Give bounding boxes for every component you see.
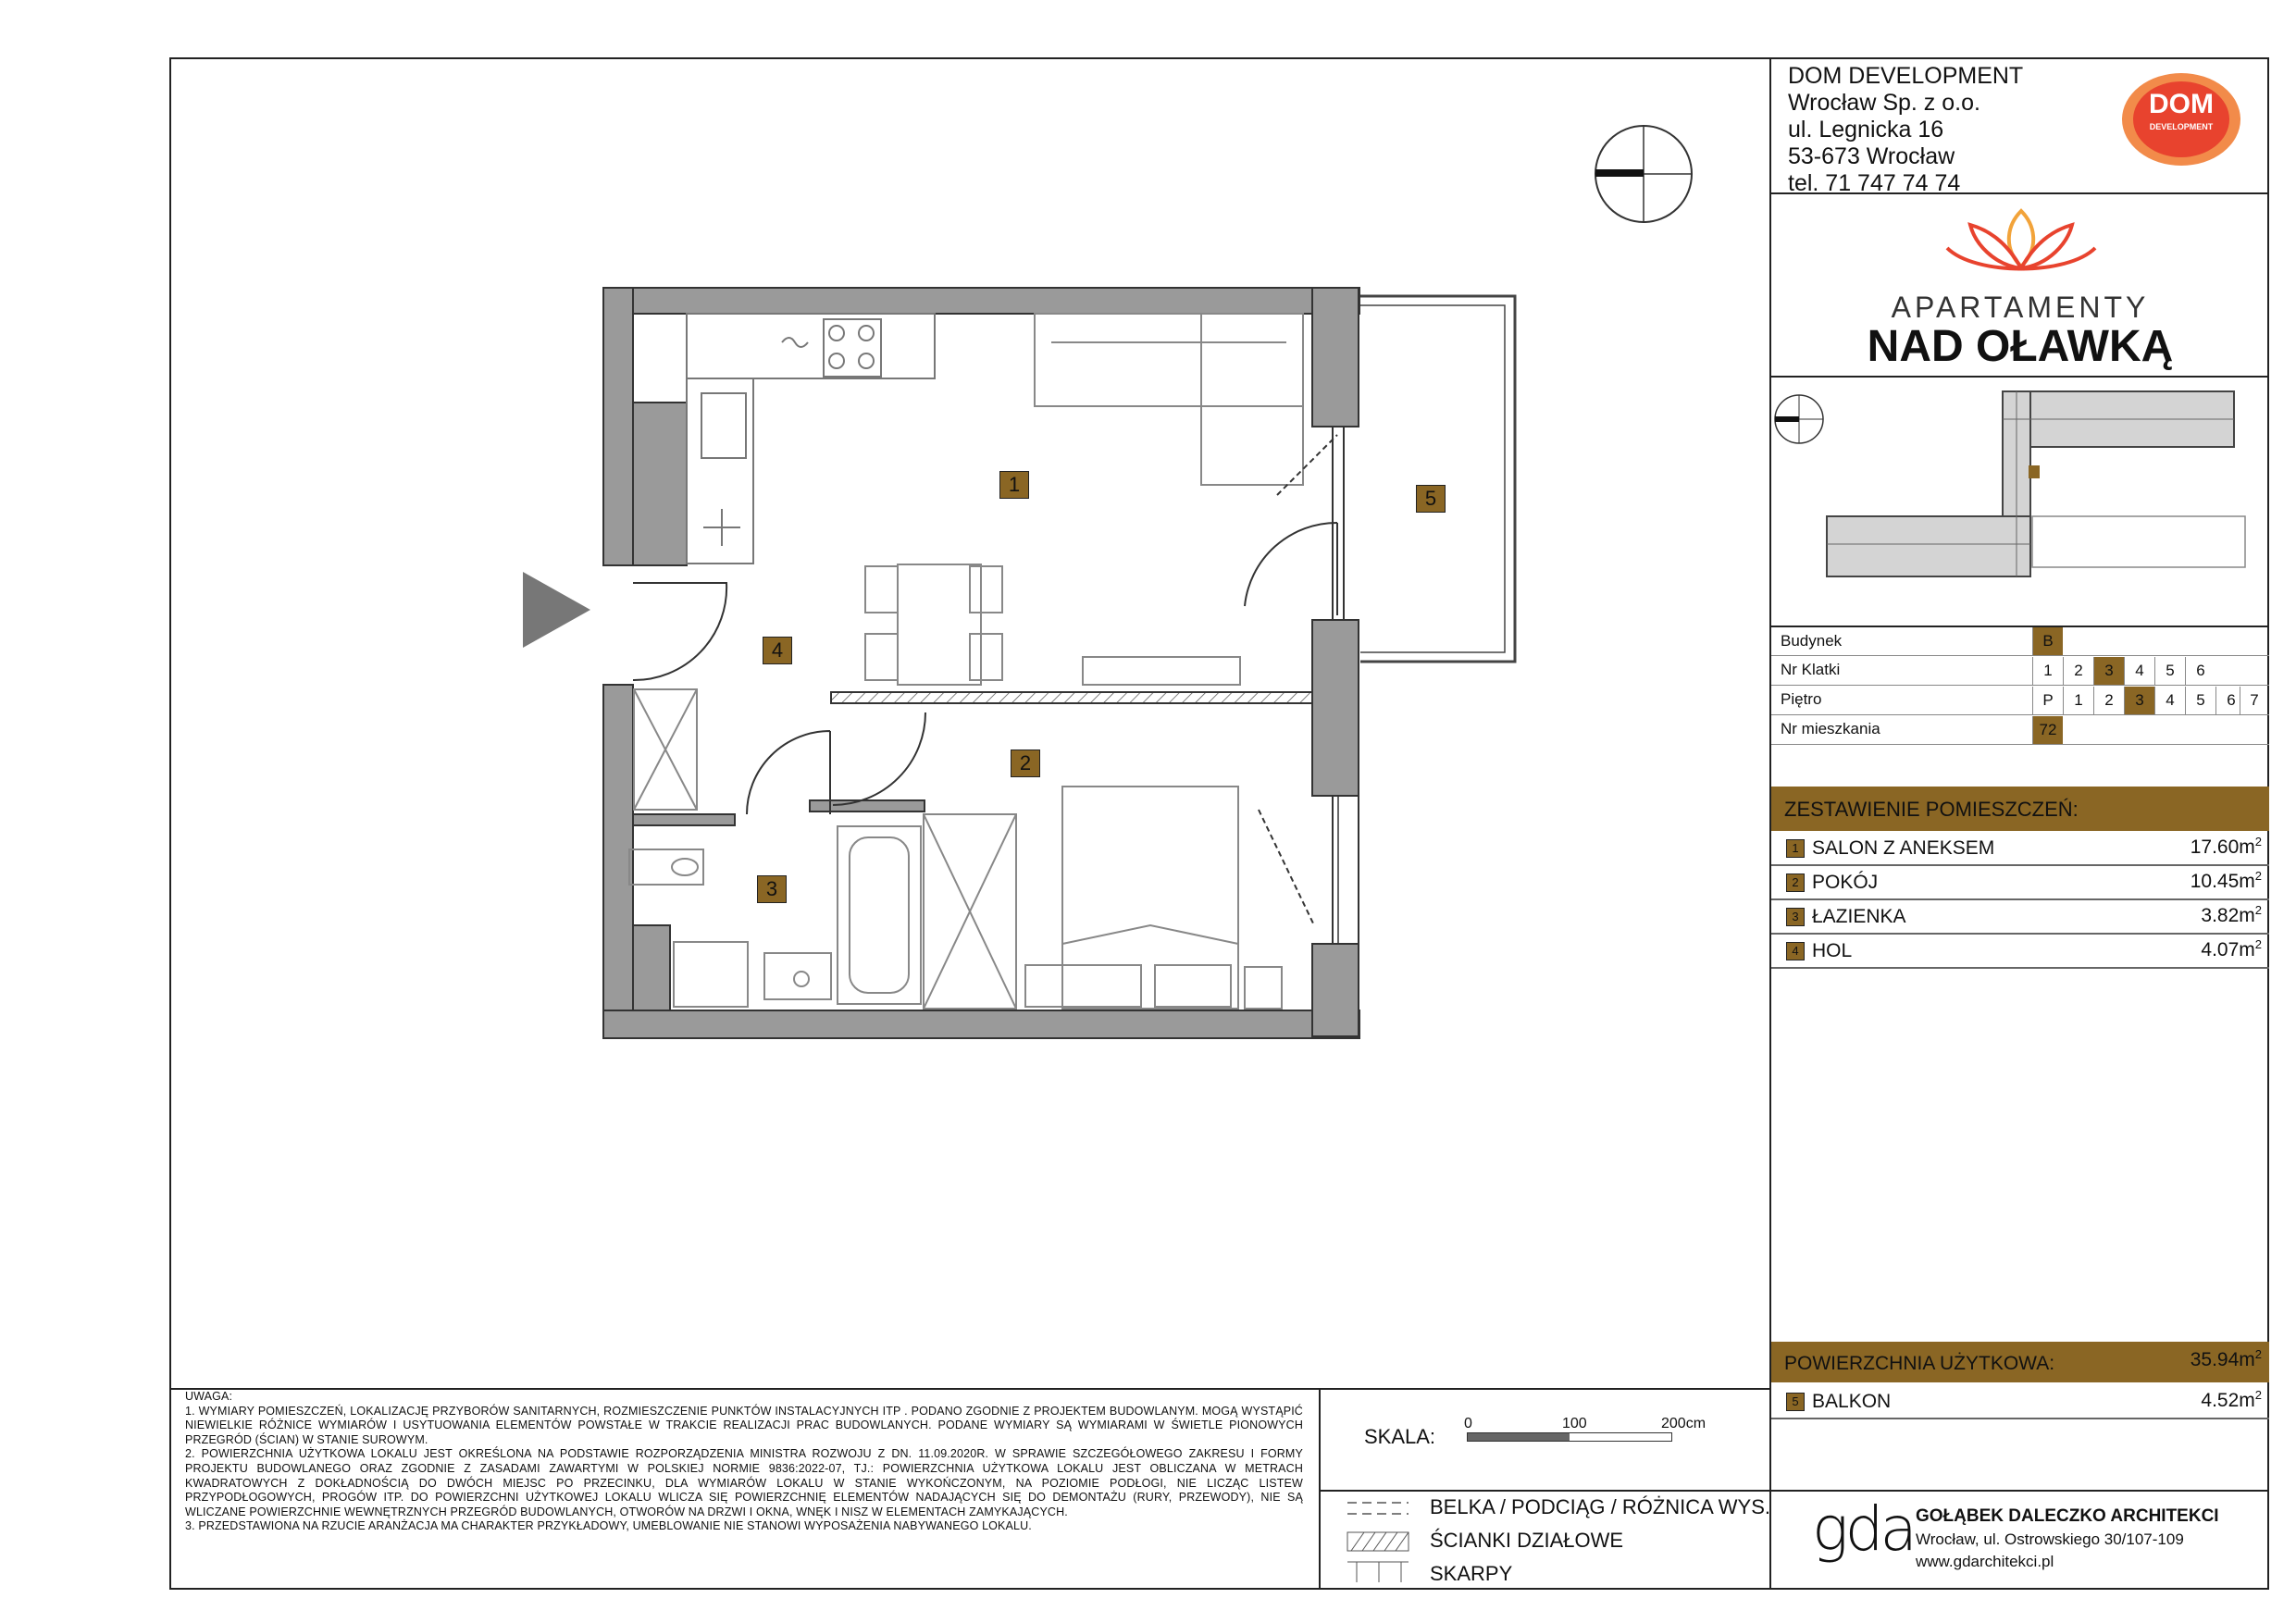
bed [1025,787,1282,1009]
architect-web: www.gdarchitekci.pl [1916,1553,2054,1570]
pietro-cell-selected: 3 [2124,687,2154,714]
architect-name: GOŁĄBEK DALECZKO ARCHITEKCI [1916,1506,2219,1526]
klatka-cell: 2 [2063,657,2093,685]
room-area: $4.52m^2$ [2201,1388,2262,1411]
architect-address: Wrocław, ul. Ostrowskiego 30/107-109 [1916,1530,2184,1548]
room-num: 4 [1786,942,1805,960]
entrance-arrow-icon [523,572,590,648]
room-row [1771,899,2269,935]
pietro-cell: P [2032,687,2063,714]
developer-line: tel. 71 747 74 74 [1788,170,1961,196]
room-row [1771,831,2269,866]
scale-label: SKALA: [1364,1425,1436,1448]
project-name-line2: NAD OŁAWKĄ [1867,322,2174,371]
plan-label-2: 2 [1011,750,1040,777]
dom-logo [2116,68,2246,170]
klatka-label: Nr Klatki [1781,661,1841,678]
gda-logo: gda [1812,1493,1914,1565]
plan-label-5: 5 [1416,485,1446,513]
legend-divider [1319,1490,1769,1492]
pietro-cell: 7 [2240,687,2268,714]
note-item: 1. WYMIARY POMIESZCZEŃ, LOKALIZACJĘ PRZYBORÓW SANITARNYCH, ROZMIESZCZENIE PUNKTÓW INSTALACYJNYCH ITP . PODANO ZGODNIE Z PROJEKTEM BUDOWLANYM. MOGĄ WYSTĄPIĆ NIEWIELKIE RÓŻNICE WYMIARÓW I USYTUOWANIA ELEMENTÓW POWSTAŁE W TRAKCIE REALIZACJI PRAC BUDOWLANYCH. PODANE WYMIARY SĄ WYMIARAMI W ŚWIETLE PIONOWYCH PRZEGRÓD (ŚCIAN) W STANIE SUROWYM. [185,1404,1303,1446]
legend-partition: ŚCIANKI DZIAŁOWE [1430,1529,1624,1552]
developer-line: 53-673 Wrocław [1788,143,1955,169]
room-num: 1 [1786,839,1805,858]
room-row [1771,865,2269,900]
kitchen-counter [687,314,935,564]
pietro-cell: 2 [2093,687,2124,714]
sofa [1035,314,1303,485]
developer-line: DOM DEVELOPMENT [1788,63,2024,89]
partition-symbol-icon [1347,1532,1409,1551]
scale-tick: 200cm [1661,1416,1706,1431]
notes [185,1390,1303,1534]
rooms-header [1771,787,2269,831]
plan-label-3: 3 [757,875,787,903]
note-item: 2. POWIERZCHNIA UŻYTKOWA LOKALU JEST OKREŚLONA NA PODSTAWIE ROZPORZĄDZENIA MINISTRA ROZWOJU Z DN. 11.09.2020R. W SPRAWIE SZCZEGÓŁOWEGO ZAKRESU I FORMY PROJEKTU BUDOWLANEGO ORAZ ZGODNIE Z ZASADAMI ZAWARTYMI W POLSKIEJ NORMIE 9836:2022-07, TJ.: POWIERZCHNIA UŻYTKOWA LOKALU JEST OBLICZANA W METRACH KWADRATOWYCH Z DOKŁADNOŚCIĄ DO DWÓCH MIEJSC PO PRZECINKU, DLA WYMIARÓW LOKALU W STANIE WYKOŃCZONYM, NA POZIOMIE PODŁOGI, NIE LICZĄC LISTEW PRZYPODŁOGOWYCH, PROGÓW ITP. DO POWIERZCHNI UŻYTKOWEJ LOKALU WLICZA SIĘ POWIERZCHNIĘ ELEMENTÓW NADAJĄCYCH SIĘ DO DEMONTAŻU (RURY, PRZEWODY), NIE SĄ WLICZANE POWIERZCHNIE WEWNĘTRZNYCH PRZEGRÓD BUDOWLANYCH, OTWORÓW NA DRZWI I OKNA, WNĘK I NISZ W ELEMENTACH ZAMYKAJĄCYCH. [185,1447,1303,1518]
mieszkanie-label: Nr mieszkania [1781,720,1880,737]
dom-logo-sub: DEVELOPMENT [2149,122,2214,131]
klatka-cell: 1 [2032,657,2063,685]
scale-tick: 0 [1464,1416,1472,1431]
room-area: $10.45m^2$ [2190,869,2262,892]
pietro-label: Piętro [1781,690,1822,708]
room-name: HOL [1812,940,1853,961]
project-name-line1: APARTAMENTY [1891,291,2150,324]
reveal-symbol-icon [1347,1562,1409,1582]
klatka-cell: 5 [2154,657,2185,685]
title-block [1769,57,2269,1590]
room-row [1771,934,2269,969]
scale-divider [1319,1388,1321,1590]
scale-tick: 100 [1562,1416,1587,1431]
pietro-cell: 4 [2154,687,2185,714]
legend-symbols [1344,1497,1418,1585]
notes-title: UWAGA: [185,1390,233,1403]
klatka-cell-selected: 3 [2093,657,2124,685]
balcony [1360,296,1515,662]
pietro-cell: 6 [2215,687,2246,714]
beam-symbol-icon [1347,1503,1409,1514]
developer-line: ul. Legnicka 16 [1788,117,1944,142]
developer-line: Wrocław Sp. z o.o. [1788,90,1980,116]
plan-label-1: 1 [999,471,1029,499]
pietro-cell: 1 [2063,687,2093,714]
total-area-label: POWIERZCHNIA UŻYTKOWA: [1784,1353,2055,1374]
room-name: BALKON [1812,1391,1892,1412]
developer-address [1788,63,2023,197]
total-area-row [1771,1342,2269,1382]
room-num: 3 [1786,908,1805,926]
room-name: ŁAZIENKA [1812,906,1906,927]
budynek-cell: B [2032,627,2063,655]
room-num: 2 [1786,873,1805,892]
klatka-cell: 4 [2124,657,2154,685]
balcony-row [1771,1384,2269,1419]
dining-table [865,564,1002,685]
pietro-cell: 5 [2185,687,2215,714]
key-plan [1771,378,2269,626]
plan-label-4: 4 [763,637,792,664]
room-name: SALON Z ANEKSEM [1812,837,1995,859]
dom-logo-text: DOM [2149,89,2214,119]
note-item: 3. PRZEDSTAWIONA NA RZUCIE ARANŻACJA MA CHARAKTER PRZYKŁADOWY, UMEBLOWANIE NIE STANOWI WYPOSAŻENIA NABYWANEGO LOKALU. [185,1519,1032,1533]
room-num: 5 [1786,1393,1805,1411]
room-name: POKÓJ [1812,872,1879,893]
mieszkanie-cell: 72 [2032,716,2063,744]
budynek-label: Budynek [1781,632,1843,650]
rooms-header-text: ZESTAWIENIE POMIESZCZEŃ: [1784,798,2079,821]
legend-reveal: SKARPY [1430,1562,1513,1585]
klatka-cell: 6 [2185,657,2215,685]
scale-bar [1467,1432,1672,1442]
room-area: $3.82m^2$ [2201,903,2262,926]
unit-info-grid [1771,627,2269,748]
bathroom-fixtures [629,689,1016,1009]
total-area-value: $35.94m^2$ [2190,1347,2262,1370]
room-area: $4.07m^2$ [2201,937,2262,960]
lotus-logo-icon [1929,202,2114,276]
north-arrow-icon [1595,126,1692,222]
tv-cabinet [1083,657,1240,685]
legend-beam: BELKA / PODCIĄG / RÓŻNICA WYS. [1430,1495,1770,1518]
key-plan-north-icon [1775,395,1823,443]
room-area: $17.60m^2$ [2190,835,2262,858]
